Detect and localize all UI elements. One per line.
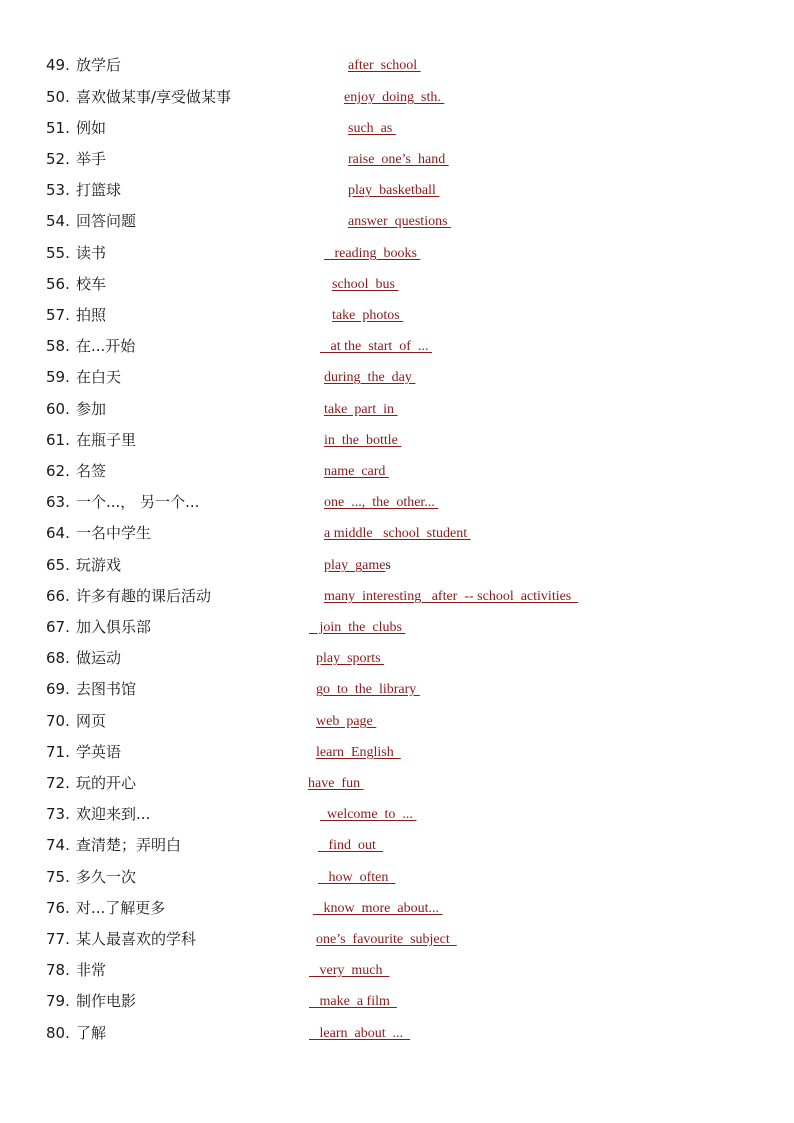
list-item [0,336,794,367]
english-answer [309,618,405,638]
chinese-phrase: 一个...， 另一个... [76,493,200,511]
list-item [0,305,794,336]
english-answer [348,150,449,170]
item-number: 66. [46,587,70,605]
english-answer-text: play sports [316,651,385,666]
item-number: 61. [46,431,70,449]
item-number: 62. [46,462,70,480]
item-number: 53. [46,181,70,199]
item-number: 57. [46,306,70,324]
english-answer-text: make a film [309,994,397,1009]
item-number: 64. [46,524,70,542]
english-answer [324,431,401,451]
item-number: 51. [46,119,70,137]
item-number: 69. [46,680,70,698]
item-number: 52. [46,150,70,168]
english-answer [316,712,376,732]
item-number: 73. [46,805,70,823]
english-answer [324,587,578,607]
list-item [0,243,794,274]
item-number: 79. [46,992,70,1010]
list-item [0,523,794,554]
english-answer [348,119,396,139]
english-answer-text: very much [309,963,390,978]
chinese-phrase: 举手 [76,150,107,168]
english-answer [324,400,397,420]
list-item [0,835,794,866]
english-answer [324,524,471,544]
english-answer-text: have fun [308,776,364,791]
english-answer [318,868,395,888]
english-answer-text: web page [316,714,377,729]
chinese-phrase: 去图书馆 [76,680,137,698]
english-answer [309,1024,410,1044]
chinese-phrase: 做运动 [76,649,122,667]
english-answer [324,368,415,388]
list-item [0,274,794,305]
english-answer [320,805,416,825]
english-answer-text: reading books [324,246,421,261]
english-answer-text: play game [324,558,386,573]
english-answer [348,56,421,76]
item-number: 63. [46,493,70,511]
english-answer-text: know more about... [313,901,443,916]
english-answer-text: learn about ... [309,1026,411,1041]
english-answer-text: many interesting after -- school activities [324,589,579,604]
english-answer-text: join the clubs [309,620,406,635]
chinese-phrase: 玩的开心 [76,774,137,792]
chinese-phrase: 例如 [76,119,107,137]
list-item [0,55,794,86]
list-item [0,617,794,648]
english-answer [313,899,442,919]
english-answer-text: enjoy doing sth. [344,90,445,105]
english-answer [316,680,420,700]
list-item [0,742,794,773]
list-item [0,679,794,710]
chinese-phrase: 在白天 [76,368,122,386]
chinese-phrase: 查清楚；弄明白 [76,836,182,854]
english-answer [316,743,401,763]
english-answer-text: learn English [316,745,401,760]
chinese-phrase: 多久一次 [76,868,137,886]
list-item [0,991,794,1022]
english-answer-text: play basketball [348,183,440,198]
item-number: 77. [46,930,70,948]
list-item [0,960,794,991]
chinese-phrase: 欢迎来到... [76,805,151,823]
chinese-phrase: 回答问题 [76,212,137,230]
list-item [0,773,794,804]
english-answer [316,649,384,669]
english-answer-text: after school [348,58,421,73]
item-number: 68. [46,649,70,667]
english-answer-text: a middle school student [324,526,471,541]
english-answer-text: in the bottle [324,433,402,448]
english-answer [324,244,420,264]
english-answer-text: go to the library [316,682,420,697]
chinese-phrase: 网页 [76,712,107,730]
list-item [0,87,794,118]
chinese-phrase: 对...了解更多 [76,899,166,917]
english-answer [332,306,403,326]
item-number: 60. [46,400,70,418]
list-item [0,555,794,586]
item-number: 74. [46,836,70,854]
item-number: 76. [46,899,70,917]
list-item [0,492,794,523]
english-answer-text: one ..., the other... [324,495,439,510]
chinese-phrase: 某人最喜欢的学科 [76,930,197,948]
item-number: 54. [46,212,70,230]
item-number: 67. [46,618,70,636]
english-answer-text: find out [318,838,383,853]
item-number: 71. [46,743,70,761]
english-answer [324,493,438,513]
english-answer-text: name card [324,464,389,479]
chinese-phrase: 一名中学生 [76,524,152,542]
item-number: 49. [46,56,70,74]
english-answer [348,212,451,232]
item-number: 65. [46,556,70,574]
list-item [0,367,794,398]
english-answer-text: take photos [332,308,404,323]
english-answer [344,88,444,108]
chinese-phrase: 校车 [76,275,107,293]
list-item [0,648,794,679]
english-answer-suffix: s [385,558,391,573]
item-number: 75. [46,868,70,886]
english-answer-text: answer questions [348,214,452,229]
english-answer-text: school bus [332,277,399,292]
chinese-phrase: 拍照 [76,306,107,324]
english-answer-text: how often [318,870,396,885]
list-item [0,711,794,742]
item-number: 59. [46,368,70,386]
chinese-phrase: 读书 [76,244,107,262]
list-item [0,430,794,461]
chinese-phrase: 加入俱乐部 [76,618,152,636]
chinese-phrase: 放学后 [76,56,122,74]
chinese-phrase: 名签 [76,462,107,480]
item-number: 70. [46,712,70,730]
english-answer [320,337,432,357]
english-answer [316,930,457,950]
list-item [0,898,794,929]
item-number: 80. [46,1024,70,1042]
item-number: 72. [46,774,70,792]
english-answer [348,181,439,201]
chinese-phrase: 许多有趣的课后活动 [76,587,212,605]
english-answer-text: welcome to ... [320,807,417,822]
item-number: 78. [46,961,70,979]
item-number: 50. [46,88,70,106]
english-answer [308,774,364,794]
list-item [0,867,794,898]
item-number: 58. [46,337,70,355]
english-answer-text: such as [348,121,396,136]
english-answer [309,992,397,1012]
english-answer [318,836,383,856]
english-answer [324,462,389,482]
chinese-phrase: 玩游戏 [76,556,122,574]
chinese-phrase: 在瓶子里 [76,431,137,449]
english-answer-text: at the start of ... [320,339,432,354]
item-number: 55. [46,244,70,262]
english-answer-text: take part in [324,402,398,417]
list-item [0,211,794,242]
list-item [0,929,794,960]
list-item [0,118,794,149]
item-number: 56. [46,275,70,293]
chinese-phrase: 制作电影 [76,992,137,1010]
english-answer-text: raise one’s hand [348,152,449,167]
list-item [0,586,794,617]
english-answer [324,556,391,576]
english-answer [309,961,389,981]
chinese-phrase: 打篮球 [76,181,122,199]
list-item [0,399,794,430]
chinese-phrase: 非常 [76,961,107,979]
english-answer [332,275,399,295]
english-answer-text: one’s favourite subject [316,932,457,947]
english-answer-text: during the day [324,370,416,385]
list-item [0,804,794,835]
chinese-phrase: 在...开始 [76,337,136,355]
list-item [0,1023,794,1054]
list-item [0,461,794,492]
list-item [0,180,794,211]
list-item [0,149,794,180]
chinese-phrase: 了解 [76,1024,107,1042]
chinese-phrase: 学英语 [76,743,122,761]
chinese-phrase: 参加 [76,400,107,418]
chinese-phrase: 喜欢做某事/享受做某事 [76,88,232,106]
